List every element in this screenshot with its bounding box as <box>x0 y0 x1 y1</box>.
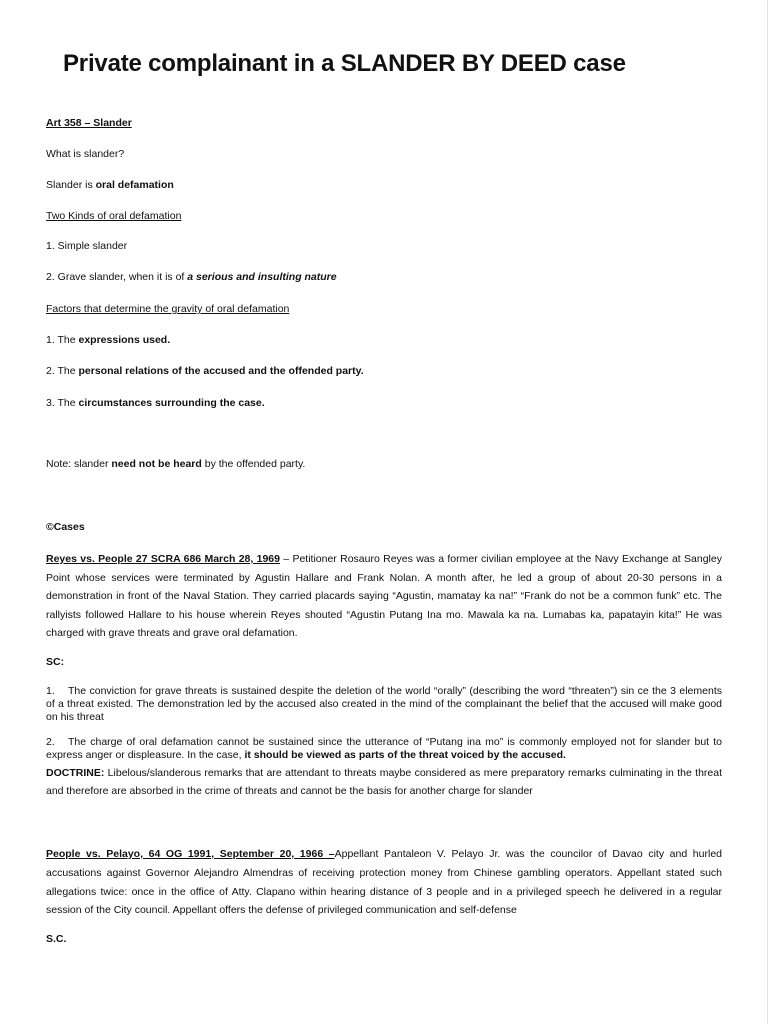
case-pelayo-citation: People vs. Pelayo, 64 OG 1991, September 20, 1966 – <box>46 848 335 860</box>
case-reyes-paragraph: Reyes vs. People 27 SCRA 686 March 28, 1969 – Petitioner Rosauro Reyes was a former civilian employee at the Navy Exchange at Sangley Point whose services were terminated by Agustin Hallare and Frank Nolan. A month after, he led a group of about 20-30 persons in a demonstration in front of the Naval Station. They carried placards saying “Agustin, mamatay ka na!” “Frank do not be a common funk” etc. The rallyists followed Hallare to his house wherein Reyes shouted “Agustin Putang Ina mo. Mawala ka na. Lumabas ka, papatayin kita!” He was charged with grave threats and grave oral defamation. <box>46 553 722 639</box>
factor-2: 2. The personal relations of the accused and the offended party. <box>46 365 364 377</box>
cases-heading: ©Cases <box>46 521 85 533</box>
kind-simple-slander: 1. Simple slander <box>46 240 128 252</box>
ruling-1: 1. The conviction for grave threats is sustained despite the deletion of the world “orally” (describing the word “threaten”) sin ce the 3 elements of a threat existed. The demonstration led by the accused also created in the mind of the complainant the belief that the accused will make good on his threat <box>46 685 722 723</box>
article-heading: Art 358 – Slander <box>46 117 132 129</box>
sc-label: SC: <box>46 656 65 668</box>
question-what-is-slander: What is slander? <box>46 148 125 160</box>
case-pelayo-paragraph: People vs. Pelayo, 64 OG 1991, September 20, 1966 –Appellant Pantaleon V. Pelayo Jr. was the councilor of Davao city and hurled accusations against Governor Alejandro Almendras of receiving protection money from Chinese gambling operators. Appellant stated such allegations twice: once in the office of Atty. Clapano within hearing distance of 3 people and in a privileged speech he delivered in a regular session of the City council. Appellant offers the defense of privileged communication and self-defense <box>46 848 722 917</box>
note-line: Note: slander need not be heard by the offended party. <box>46 458 306 470</box>
doctrine-paragraph: DOCTRINE: Libelous/slanderous remarks that are attendant to threats maybe considered as mere preparatory remarks culminating in the threat and therefore are absorbed in the crime of threats and cannot be the basis for another charge for slander <box>46 767 722 797</box>
two-kinds-heading: Two Kinds of oral defamation <box>46 210 182 222</box>
factors-heading: Factors that determine the gravity of oral defamation <box>46 303 290 315</box>
kind-grave-slander: 2. Grave slander, when it is of a serious and insulting nature <box>46 271 337 283</box>
document-title: Private complainant in a SLANDER BY DEED case <box>63 50 626 77</box>
case-reyes-citation: Reyes vs. People 27 SCRA 686 March 28, 1969 <box>46 553 280 565</box>
factor-1: 1. The expressions used. <box>46 334 171 346</box>
ruling-2: 2. The charge of oral defamation cannot be sustained since the utterance of “Putang ina mo” is commonly employed not for slander but to express anger or displeasure. In the case, it should be viewed as parts of the threat voiced by the accused. <box>46 736 722 761</box>
slander-definition: Slander is oral defamation <box>46 179 174 191</box>
sc-label-2: S.C. <box>46 933 67 945</box>
factor-3: 3. The circumstances surrounding the case. <box>46 397 265 409</box>
